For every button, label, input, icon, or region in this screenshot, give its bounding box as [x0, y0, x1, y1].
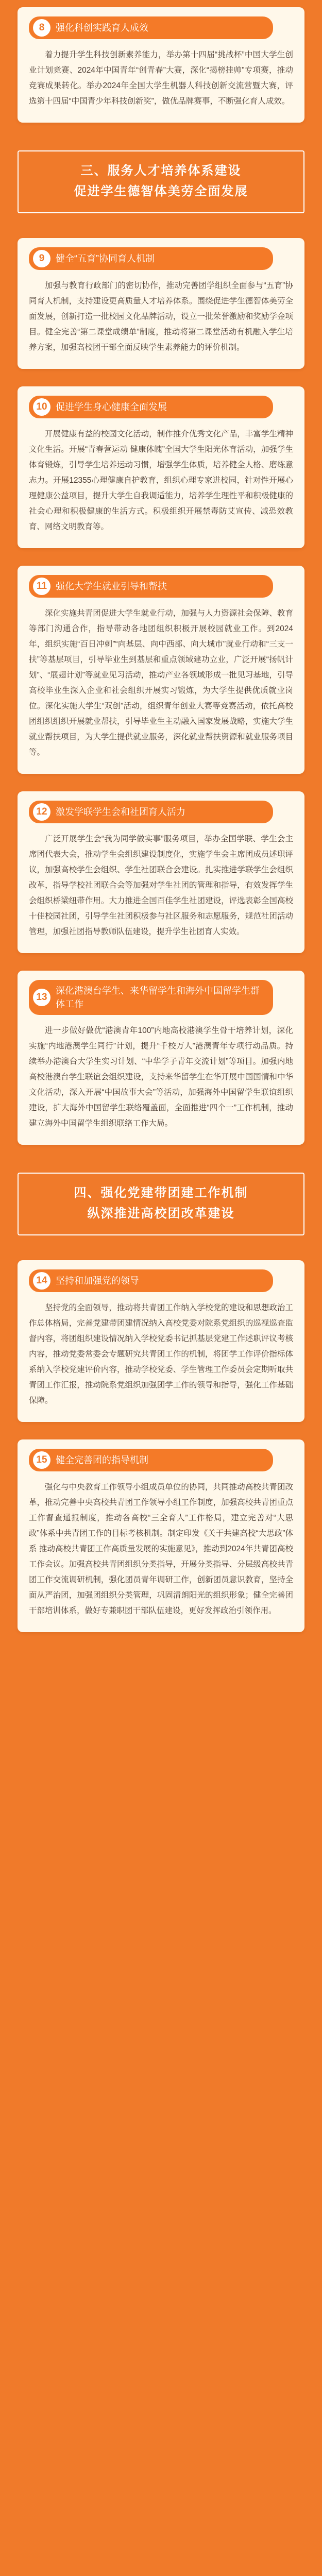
article-card: [18, 1439, 304, 1632]
card-title: 强化科创实践育人成效: [56, 23, 148, 33]
cards-group-c: [0, 1253, 322, 1660]
section-subtitle: 促进学生德智体美劳全面发展: [74, 184, 248, 198]
card-title: 强化大学生就业引导和帮扶: [56, 581, 167, 591]
card-body: 深化实施共青团促进大学生就业行动，加强与人力资源社会保障、教育等部门沟通合作，指导带动各地团组织积极开展校园就业工作。到2024年，组织实施“百日冲刺”“向基层、向中西部、向大城市”就业行动和“三支一扶”等基层项目，引导毕业生到基层和重点领域建功立业，广泛开展“扬帆计划”、“展翅计划”等就业见习活动，推动产业各领域形成一批见习基地，引导高校毕业生深入企业和社会组织开展实习锻炼，为大学生提供优质就业岗位。深化实施大学生“双创”活动，组织青年创业大赛等竞赛活动，依托高校团组织组织开展就业帮扶，引导毕业生主动融入国家发展战略，实施大学生就业帮扶项目，为大学生提供就业服务，深化就业帮扶资源和就业服务项目等。: [29, 609, 293, 757]
card-title: 健全“五育”协同育人机制: [56, 253, 155, 264]
card-title: 深化港澳台学生、来华留学生和海外中国留学生群体工作: [56, 986, 260, 1009]
card-title: 激发学联学生会和社团育人活力: [56, 807, 185, 817]
card-title: 坚持和加强党的领导: [56, 1276, 139, 1286]
card-number: 14: [33, 1272, 50, 1290]
section-title: 四、强化党建带团建工作机制: [74, 1186, 248, 1200]
card-body: 进一步做好做优“港澳青年100”内地高校港澳学生骨干培养计划，深化实施“内地港澳学生同行”计划，提升“千校万人”港澳青年专项行动品质。持续举办港澳台大学生实习计划、“中华学子青年交流计划”等项目。加强内地高校港澳台学生联谊会组织建设，支持来华留学生在华开展中国国情和中华文化活动，深入开展“中国故事大会”等活动，加强海外中国留学生联谊组织建设，扩大海外中国留学生联络覆盖面，全面推进“四个一”工作机制，推动建立海外中国留学生组织联络工作大局。: [29, 1026, 293, 1128]
section-title: 三、服务人才培养体系建设: [80, 164, 242, 178]
cards-group-a: [0, 0, 322, 150]
card-title: 健全完善团的指导机制: [56, 1455, 148, 1465]
card-heading: [29, 801, 273, 823]
article-card: [18, 1260, 304, 1422]
section-subtitle: 纵深推进高校团改革建设: [87, 1207, 235, 1221]
section-header: [0, 150, 322, 213]
card-number: 8: [33, 19, 50, 37]
card-heading: [29, 396, 273, 418]
card-title: 促进学生身心健康全面发展: [56, 402, 167, 412]
article-card: [18, 566, 304, 774]
card-heading: [29, 1449, 273, 1471]
card-heading: [29, 16, 273, 39]
card-heading: [29, 575, 273, 598]
card-number: 13: [33, 989, 50, 1006]
card-body: 开展健康有益的校园文化活动，制作推介优秀文化产品，丰富学生精神文化生活。开展“青春营运动 健康体魄”全国大学生阳光体育活动，加强学生体育锻炼，引导学生培养运动习惯，增强学生体质，培养健全人格、磨练意志力。开展12355心理健康自护教育，组织心理专家进校园，针对性开展心理健康公益项目，提升大学生自我调适能力，培养学生理性平和积极健康的社会心理和积极健康的生活方式。积极组织开展禁毒防艾宣传、减恐效教育、网络文明教育等。: [29, 430, 293, 531]
card-body: 强化与中央教育工作领导小组成员单位的协同，共同推动高校共青团改革，推动完善中央高校共青团工作领导小组工作制度，加强高校共青团重点工作督查通报制度，推动各高校“三全育人”工作格局，建立完善对“大思政”体系中共青团工作的目标考核机制。制定印发《关于共建高校“大思政”体系 推动高校共青团工作高质量发展的实施意见》，推动到2024年共青团高校工作会议。加强高校共青团组织分类指导，开展分类指导、分层级高校共青团工作交流调研机制，强化团员青年调研工作，创新团员意识教育，坚持全面从严治团，加强团组织分类管理，巩固清朗阳光的组织形象；健全完善团干部培训体系，做好专兼职团干部队伍建设，更好发挥政治引领作用。: [29, 1483, 293, 1615]
section-header: [0, 1173, 322, 1235]
card-body: 加强与教育行政部门的密切协作，推动完善团学组织全面参与“五育”协同育人机制，支持建设更高质量人才培养体系。围绕促进学生德智体美劳全面发展，创新打造一批校园文化品牌活动，设立一批荣誉激励和奖励学金项目。健全完善“第二课堂成绩单”制度，推动将第二课堂活动有机融入学生培养方案，加强高校团干部全面反映学生素养能力的评价机制。: [29, 281, 293, 352]
card-body: 着力提升学生科技创新素养能力，举办第十四届“挑战杯”中国大学生创业计划竞赛、2024年中国青年“创青春”大赛，深化“揭榜挂帅”专项赛，推动竞赛成果转化。举办2024年全国大学生机器人科技创新交流营暨大赛，评选第十四届“中国青少年科技创新奖”，做优品牌赛事，不断强化育人成效。: [29, 50, 293, 106]
card-body: 广泛开展学生会“我为同学做实事”服务项目，举办全国学联、学生会主席团代表大会，推动学生会组织建设制度化，实施学生会主席团成员述职评议，加强高校学生会组织、学生社团联合会建设。扎实推进学联学生会组织改革，指导学校社团联合会等加强对学生社团的管理和指导，有效发挥学生会组织桥梁纽带作用。大力推进全国百佳学生社团建设，评选表彰全国高校十佳校园社团，引导学生社团积极参与社区服务和志愿服务，规范社团活动管理，加强社团指导教师队伍建设，提升学生社团育人实效。: [29, 835, 293, 936]
article-card: [18, 386, 304, 548]
card-heading: [29, 247, 273, 270]
card-body: 坚持党的全面领导，推动将共青团工作纳入学校党的建设和思想政治工作总体格局，完善党建带团建情况纳入高校党委对院系党组织的巡视巡查监督内容，将团组织建设情况纳入学校党委书记抓基层党建工作述职评议考核内容，推动党委常委会专题研究共青团工作的机制，将团学工作评价指标体系纳入学校党建评价内容，推动学校党委、学生管理工作委员会定期听取共青团工作汇报，推动院系党组织加强团学工作的领导和指导，强化工作基础保障。: [29, 1303, 293, 1405]
article-card: [18, 791, 304, 953]
section-box: [18, 1173, 304, 1235]
card-number: 11: [33, 578, 50, 595]
card-number: 15: [33, 1451, 50, 1469]
section-box: [18, 150, 304, 213]
article-card: [18, 7, 304, 123]
card-number: 10: [33, 398, 50, 416]
card-heading: [29, 980, 273, 1015]
article-card: [18, 971, 304, 1145]
card-heading: [29, 1269, 273, 1292]
article-card: [18, 238, 304, 369]
card-number: 12: [33, 803, 50, 821]
cards-group-b: [0, 231, 322, 1173]
card-number: 9: [33, 250, 50, 267]
